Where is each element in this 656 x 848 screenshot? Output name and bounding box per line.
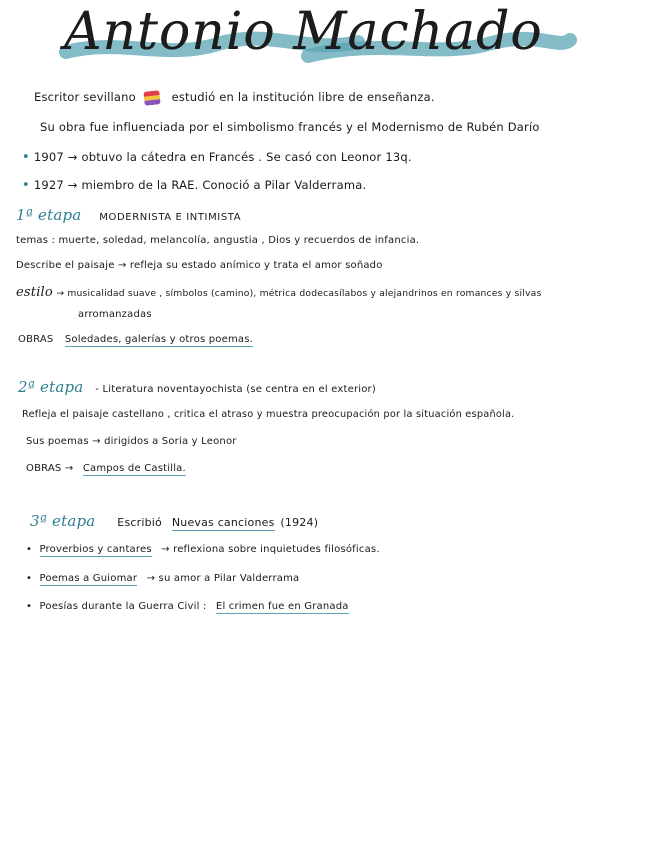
etapa1-estilo-text: → musicalidad suave , símbolos (camino), métrica dodecasílabos y alejandrinos en romances y silvas: [56, 288, 542, 299]
bullet-dot: •: [26, 573, 33, 584]
bullet-dot: •: [22, 150, 30, 165]
etapa1-subtitle: MODERNISTA E INTIMISTA: [99, 212, 242, 223]
etapa3-heading-row: [30, 512, 318, 530]
bullet-dot: •: [26, 601, 33, 612]
etapa2-heading: 2ª etapa: [18, 378, 84, 396]
etapa2-subtitle: - Literatura noventayochista (se centra en el exterior): [95, 384, 376, 395]
etapa3-item-1-text: → reflexiona sobre inquietudes filosóficas.: [161, 544, 380, 555]
etapa3-subtitle-b: Nuevas canciones: [171, 516, 275, 529]
etapa2-obras: [26, 463, 186, 474]
etapa1-estilo-label: estilo: [16, 285, 53, 300]
page-title: Antonio Machado: [64, 2, 543, 62]
etapa1-estilo-cont: arromanzadas: [78, 309, 152, 320]
bullet-dot: •: [26, 544, 33, 555]
bullet-dot: •: [22, 178, 30, 193]
etapa3-heading: 3ª etapa: [30, 512, 96, 530]
etapa1-estilo: [16, 285, 541, 300]
etapa3-item-3: [26, 601, 349, 612]
republic-flag-icon: [143, 90, 160, 106]
etapa2-line-2: Sus poemas → dirigidos a Soria y Leonor: [26, 436, 237, 447]
etapa3-item-1-title: Proverbios y cantares: [39, 544, 152, 555]
intro-bullet-2: [22, 178, 366, 193]
etapa3-item-1: [26, 544, 380, 555]
etapa3-item-2-title: Poemas a Guiomar: [39, 573, 138, 584]
etapa1-obras: [18, 334, 253, 345]
etapa3-item-3-title: El crimen fue en Granada: [215, 601, 349, 612]
etapa2-heading-row: [18, 378, 376, 396]
etapa1-obras-label: OBRAS: [18, 334, 54, 345]
intro-line-2: Su obra fue influenciada por el simbolismo francés y el Modernismo de Rubén Darío: [40, 120, 540, 134]
etapa3-item-2-text: → su amor a Pilar Valderrama: [146, 573, 300, 584]
intro-line-1-a: Escritor sevillano: [34, 90, 136, 104]
etapa2-line-1: Refleja el paisaje castellano , critica el atraso y muestra preocupación por la situación española.: [22, 409, 515, 420]
etapa1-temas: temas : muerte, soledad, melancolía, angustia , Dios y recuerdos de infancia.: [16, 235, 420, 246]
intro-bullet-1: [22, 150, 412, 165]
etapa3-item-3-text: Poesías durante la Guerra Civil :: [39, 601, 207, 612]
etapa1-heading-row: [16, 206, 241, 224]
etapa3-subtitle-c: (1924): [280, 516, 319, 529]
etapa1-heading: 1ª etapa: [16, 206, 82, 224]
title-block: [58, 0, 578, 76]
etapa2-obras-title: Campos de Castilla.: [82, 463, 186, 474]
intro-line-1-b: estudió en la institución libre de enseñanza.: [171, 90, 435, 104]
intro-bullet-1-text: 1907 → obtuvo la cátedra en Francés . Se casó con Leonor 13q.: [33, 150, 412, 164]
etapa1-describe: Describe el paisaje → refleja su estado anímico y trata el amor soñado: [16, 260, 383, 271]
etapa3-subtitle-a: Escribió: [117, 516, 162, 529]
etapa3-item-2: [26, 573, 299, 584]
intro-line-1: [34, 90, 435, 105]
etapa1-obras-title: Soledades, galerías y otros poemas.: [64, 334, 254, 345]
etapa2-obras-label: OBRAS →: [26, 463, 74, 474]
intro-bullet-2-text: 1927 → miembro de la RAE. Conoció a Pilar Valderrama.: [33, 178, 367, 192]
